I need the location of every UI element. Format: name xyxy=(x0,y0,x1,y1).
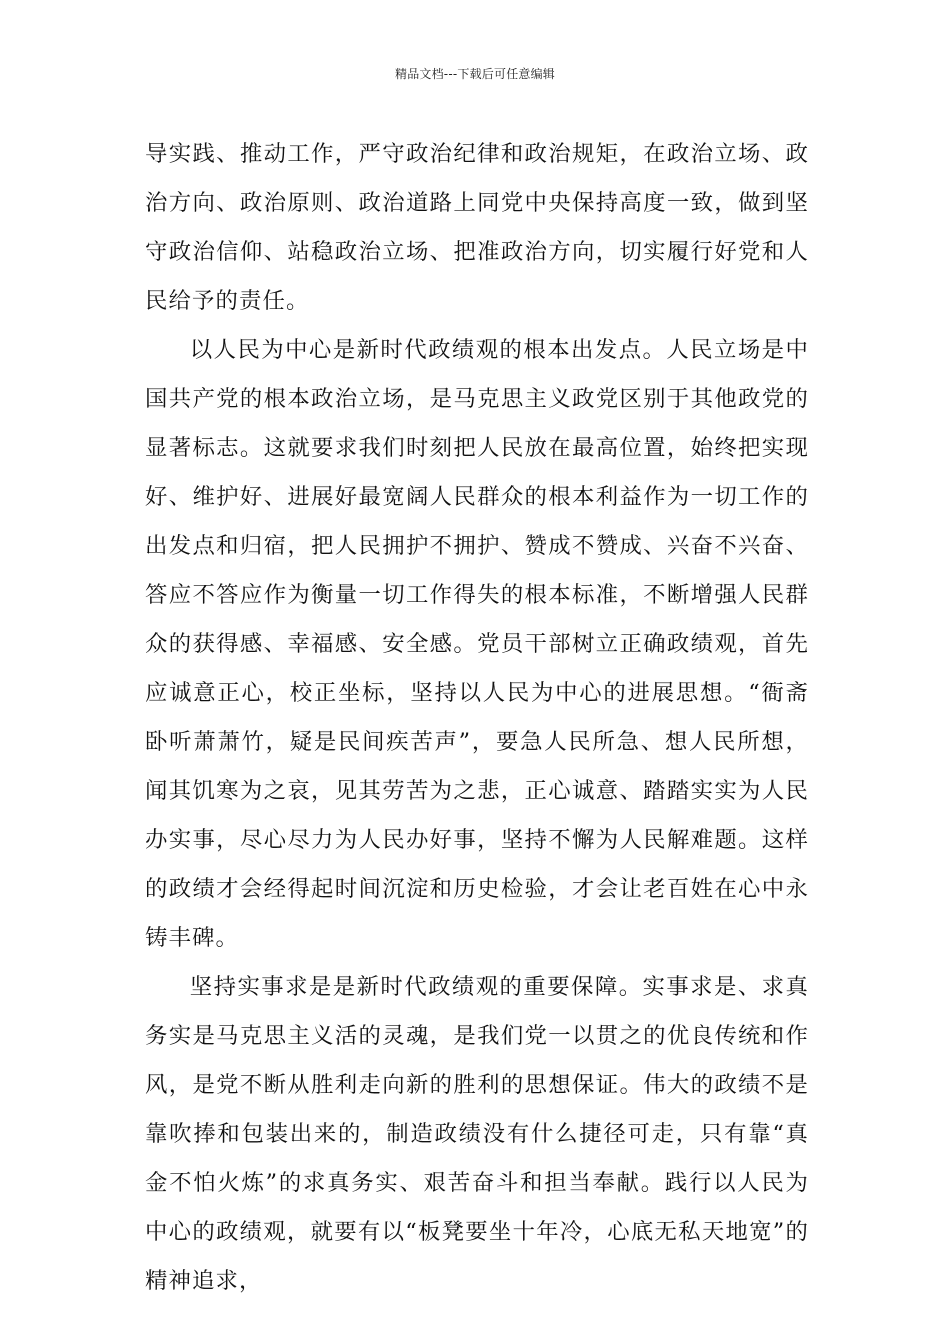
page-header: 精品文档---下载后可任意编辑 xyxy=(395,67,555,81)
paragraph-3: 坚持实事求是是新时代政绩观的重要保障。实事求是、求真务实是马克思主义活的灵魂，是我们党一以贯之的优良传统和作风，是党不断从胜利走向新的胜利的思想保证。伟大的政绩不是靠吹捧和包装出来的，制造政绩没有什么捷径可走，只有靠“真金不怕火炼”的求真务实、艰苦奋斗和担当奉献。践行以人民为中心的政绩观，就要有以“板凳要坐十年冷，心底无私天地宽”的精神追求， xyxy=(145,974,809,1294)
document-body xyxy=(145,130,809,1306)
paragraph-1: 导实践、推动工作，严守政治纪律和政治规矩，在政治立场、政治方向、政治原则、政治道路上同党中央保持高度一致，做到坚守政治信仰、站稳政治立场、把准政治方向，切实履行好党和人民给予的责任。 xyxy=(145,141,809,314)
paragraph-2: 以人民为中心是新时代政绩观的根本出发点。人民立场是中国共产党的根本政治立场，是马克思主义政党区别于其他政党的显著标志。这就要求我们时刻把人民放在最高位置，始终把实现好、维护好、进展好最宽阔人民群众的根本利益作为一切工作的出发点和归宿，把人民拥护不拥护、赞成不赞成、兴奋不兴奋、答应不答应作为衡量一切工作得失的根本标准，不断增强人民群众的获得感、幸福感、安全感。党员干部树立正确政绩观，首先应诚意正心，校正坐标，坚持以人民为中心的进展思想。“衙斋卧听萧萧竹，疑是民间疾苦声”，要急人民所急、想人民所想，闻其饥寒为之哀，见其劳苦为之悲，正心诚意、踏踏实实为人民办实事，尽心尽力为人民办好事，坚持不懈为人民解难题。这样的政绩才会经得起时间沉淀和历史检验，才会让老百姓在心中永铸丰碑。 xyxy=(145,337,809,951)
